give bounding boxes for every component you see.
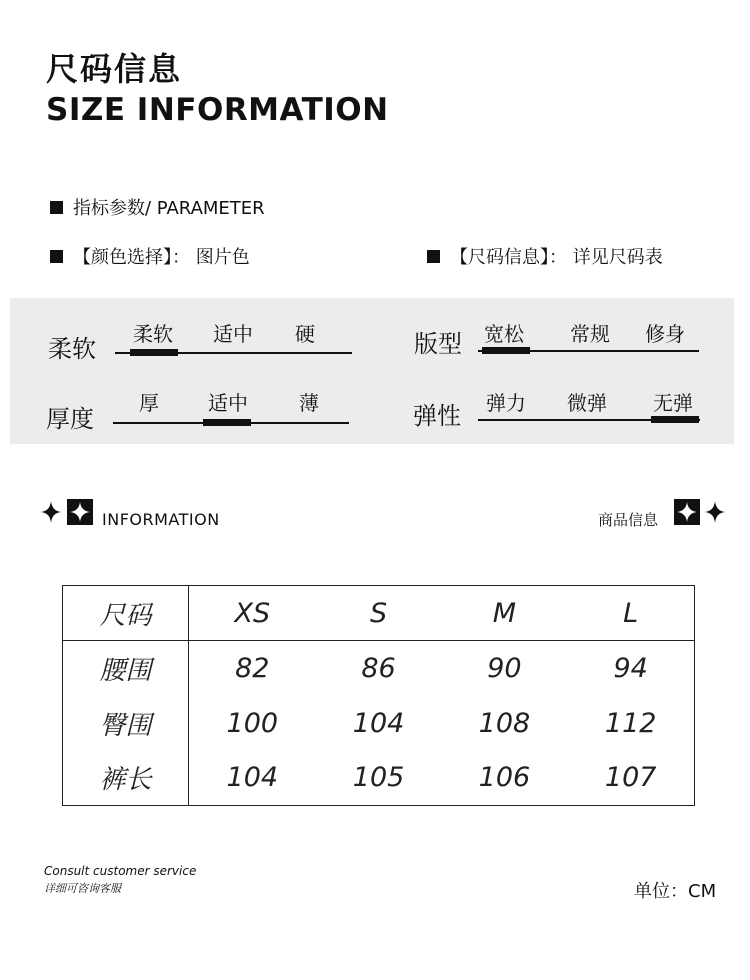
size-info-text: 【尺码信息】： 详见尺码表 xyxy=(450,247,663,268)
table-header-row xyxy=(63,586,695,641)
table-row xyxy=(63,696,695,751)
table-cell: 90 xyxy=(487,652,522,684)
elasticity-option-slight: 微弹 xyxy=(567,391,607,415)
size-table xyxy=(62,585,695,806)
softness-label: 柔软 xyxy=(48,335,96,363)
page-title-cn: 尺码信息 xyxy=(46,50,183,88)
information-heading: INFORMATION xyxy=(102,510,220,529)
fit-option-loose: 宽松 xyxy=(484,322,524,346)
sparkle-right-icon xyxy=(672,497,728,527)
consult-text-en: Consult customer service xyxy=(44,864,197,878)
square-bullet-icon xyxy=(427,250,440,263)
thickness-label: 厚度 xyxy=(46,405,94,433)
size-info-note xyxy=(427,243,663,269)
thickness-option-thick: 厚 xyxy=(139,391,159,415)
fit-marker xyxy=(482,347,530,354)
table-header-cell: L xyxy=(567,586,694,641)
softness-option-soft: 柔软 xyxy=(133,322,173,346)
thickness-option-medium: 适中 xyxy=(208,391,248,415)
table-row xyxy=(63,751,695,806)
table-cell: 86 xyxy=(361,652,396,684)
softness-marker xyxy=(130,349,178,356)
square-bullet-icon xyxy=(50,201,63,214)
table-header-cell: M xyxy=(441,586,567,641)
softness-option-medium: 适中 xyxy=(213,322,253,346)
table-header-cell: S xyxy=(316,586,442,641)
unit-label: 单位：CM xyxy=(634,881,717,902)
square-bullet-icon xyxy=(50,250,63,263)
fit-option-regular: 常规 xyxy=(570,322,610,346)
table-cell: 108 xyxy=(478,707,531,739)
table-row-label: 腰围 xyxy=(63,641,189,696)
table-cell: 104 xyxy=(352,707,405,739)
table-header-cell: XS xyxy=(189,586,316,641)
elasticity-option-none: 无弹 xyxy=(653,391,693,415)
table-cell: 112 xyxy=(604,707,657,739)
fit-option-slim: 修身 xyxy=(645,322,685,346)
softness-option-hard: 硬 xyxy=(295,322,315,346)
page-title-en: SIZE INFORMATION xyxy=(46,92,389,128)
table-cell: 107 xyxy=(604,762,657,794)
elasticity-marker xyxy=(651,416,699,423)
table-row xyxy=(63,641,695,696)
sparkle-left-icon xyxy=(40,497,96,527)
color-selection xyxy=(50,243,250,269)
thickness-option-thin: 薄 xyxy=(299,391,319,415)
consult-text-cn: 详细可咨询客服 xyxy=(44,882,121,895)
table-cell: 106 xyxy=(478,762,531,794)
table-cell: 104 xyxy=(226,762,279,794)
elasticity-option-stretch: 弹力 xyxy=(486,391,526,415)
table-row-label: 裤长 xyxy=(63,751,189,806)
parameter-heading xyxy=(50,194,265,220)
table-cell: 105 xyxy=(352,762,405,794)
fit-label: 版型 xyxy=(414,330,462,358)
parameter-text: 指标参数/ PARAMETER xyxy=(73,198,265,219)
table-cell: 82 xyxy=(235,652,270,684)
table-row-label: 臀围 xyxy=(63,696,189,751)
thickness-marker xyxy=(203,419,251,426)
elasticity-label: 弹性 xyxy=(413,402,461,430)
table-header-cell: 尺码 xyxy=(63,586,189,641)
table-cell: 100 xyxy=(226,707,279,739)
color-selection-text: 【颜色选择】： 图片色 xyxy=(73,247,250,268)
product-info-heading: 商品信息 xyxy=(598,511,659,529)
table-cell: 94 xyxy=(613,652,648,684)
